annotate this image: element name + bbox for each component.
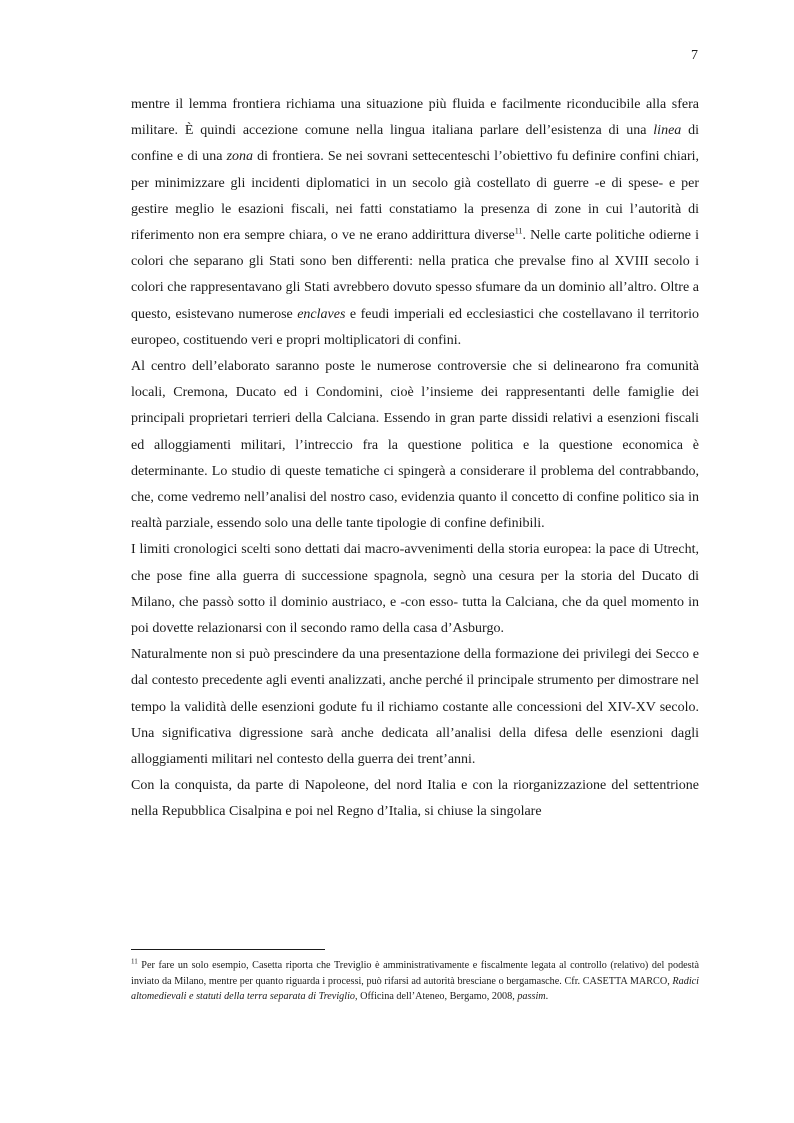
italic-term-enclaves: enclaves bbox=[297, 306, 346, 322]
footnote-text-e: . bbox=[545, 991, 549, 1002]
paragraph-1-text-c: di confine e di una bbox=[131, 123, 700, 165]
footnote bbox=[131, 958, 699, 1005]
footnote-text-c: , Officina dell’Ateneo, Bergamo, 2008, bbox=[355, 991, 518, 1002]
italic-term-linea: linea bbox=[653, 123, 682, 139]
italic-term-zona: zona bbox=[226, 149, 254, 165]
body-text bbox=[131, 92, 699, 826]
paragraph-1-text-h: e feudi imperiali ed ecclesiastici che costellavano il territorio europeo, costituendo veri e propri moltiplicatori di confini. bbox=[131, 306, 699, 348]
footnote-reference[interactable]: 11 bbox=[514, 226, 523, 236]
paragraph-2: Al centro dell’elaborato saranno poste le numerose controversie che si delinearono fra comunità locali, Cremona, Ducato ed i Condomini, cioè l’insieme dei rappresentanti delle famiglie dei principali proprietari terrieri della Calciana. Essendo in gran parte dissidi relativi a esenzioni fiscali ed alloggiamenti militari, l’intreccio fra la questione politica e la questione economica è determinante. Lo studio di queste tematiche ci spingerà a considerare il problema del contrabbando, che, come vedremo nell’analisi del nostro caso, evidenzia quanto il concetto di confine politico sia in realtà parziale, essendo solo una delle tante tipologie di confine definibili. bbox=[131, 359, 699, 532]
footnote-number: 11 bbox=[131, 957, 138, 966]
footnote-divider bbox=[131, 949, 325, 950]
paragraph-1-text-e: di frontiera. Se nei sovrani settecenteschi l’obiettivo fu definire confini chiari, per minimizzare gli incidenti diplomatici in un secolo già costellato di guerre -e di spese- e per gestire meglio le esazioni fiscali, nei fatti constatiamo la presenza di zone in cui l’autorità di riferimento non era sempre chiara, o ve ne erano addirittura diverse bbox=[131, 149, 700, 244]
footnote-passim: passim bbox=[517, 991, 546, 1002]
footnote-book-title: Radici altomedievali e statuti della terra separata di Treviglio bbox=[131, 975, 699, 1002]
page-number: 7 bbox=[691, 48, 698, 63]
paragraph-3: I limiti cronologici scelti sono dettati dai macro-avvenimenti della storia europea: la pace di Utrecht, che pose fine alla guerra di successione spagnola, segnò una cesura per la storia del Ducato di Milano, che passò sotto il dominio austriaco, e -con esso- tutta la Calciana, che da quel momento in poi dovette relazionarsi con il secondo ramo della casa d’Asburgo. bbox=[131, 542, 699, 637]
footnote-text-a: Per fare un solo esempio, Casetta riporta che Treviglio è amministrativamente e fiscalmente legata al controllo (relativo) del podestà inviato da Milano, mentre per quanto riguarda i processi, può rifarsi ad autorità bresciane o bergamasche. Cfr. CASETTA MARCO, bbox=[131, 960, 699, 987]
paragraph-4: Naturalmente non si può prescindere da una presentazione della formazione dei privilegi dei Secco e dal contesto precedente agli eventi analizzati, anche perché il principale strumento per dimostrare nel tempo la validità delle esenzioni godute fu il richiamo costante alle concessioni del XIV-XV secolo. Una significativa digressione sarà anche dedicata all’analisi della difesa delle esenzioni dagli alloggiamenti militari nel contesto della guerra dei trent’anni. bbox=[131, 647, 699, 768]
paragraph-1-text-a: mentre il lemma frontiera richiama una situazione più fluida e facilmente riconducibile alla sfera militare. È quindi accezione comune nella lingua italiana parlare dell’esistenza di una bbox=[131, 97, 699, 139]
paragraph-1-text-f: . Nelle carte politiche odierne i colori che separano gli Stati sono ben differenti: nella pratica che prevalse fino al XVIII secolo i colori che rappresentavano gli Stati avrebbero dovuto spesso sfumare da un dominio all’altro. Oltre a questo, esistevano numerose bbox=[131, 228, 699, 322]
paragraph-1 bbox=[131, 92, 699, 354]
paragraph-5: Con la conquista, da parte di Napoleone, del nord Italia e con la riorganizzazione del settentrione nella Repubblica Cisalpina e poi nel Regno d’Italia, si chiuse la singolare bbox=[131, 778, 699, 820]
